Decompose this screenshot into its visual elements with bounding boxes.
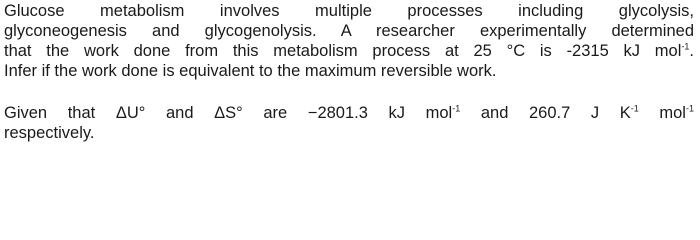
text-segment: . [689, 42, 694, 60]
superscript: -1 [681, 41, 690, 52]
text-line [4, 41, 694, 61]
text-line [4, 103, 694, 123]
text-segment: that the work done from this metabolism process at 25 °C is -2315 kJ mol [4, 42, 682, 60]
text-line: respectively. [4, 124, 95, 142]
superscript: -1 [685, 103, 694, 114]
text-segment: and 260.7 J K [480, 104, 631, 122]
superscript: -1 [630, 103, 639, 114]
text-line: Glucose metabolism involves multiple processes including glycolysis, [4, 2, 694, 20]
question-paragraph-1 [4, 1, 694, 81]
superscript: -1 [452, 103, 461, 114]
question-paragraph-2 [4, 103, 694, 143]
text-segment: Given that ΔU° and ΔS° are −2801.3 kJ mol [4, 104, 453, 122]
text-segment: mol [659, 104, 686, 122]
question-text-block [4, 1, 694, 143]
text-line: Infer if the work done is equivalent to the maximum reversible work. [4, 62, 497, 80]
text-line: glyconeogenesis and glycogenolysis. A researcher experimentally determined [4, 22, 694, 40]
